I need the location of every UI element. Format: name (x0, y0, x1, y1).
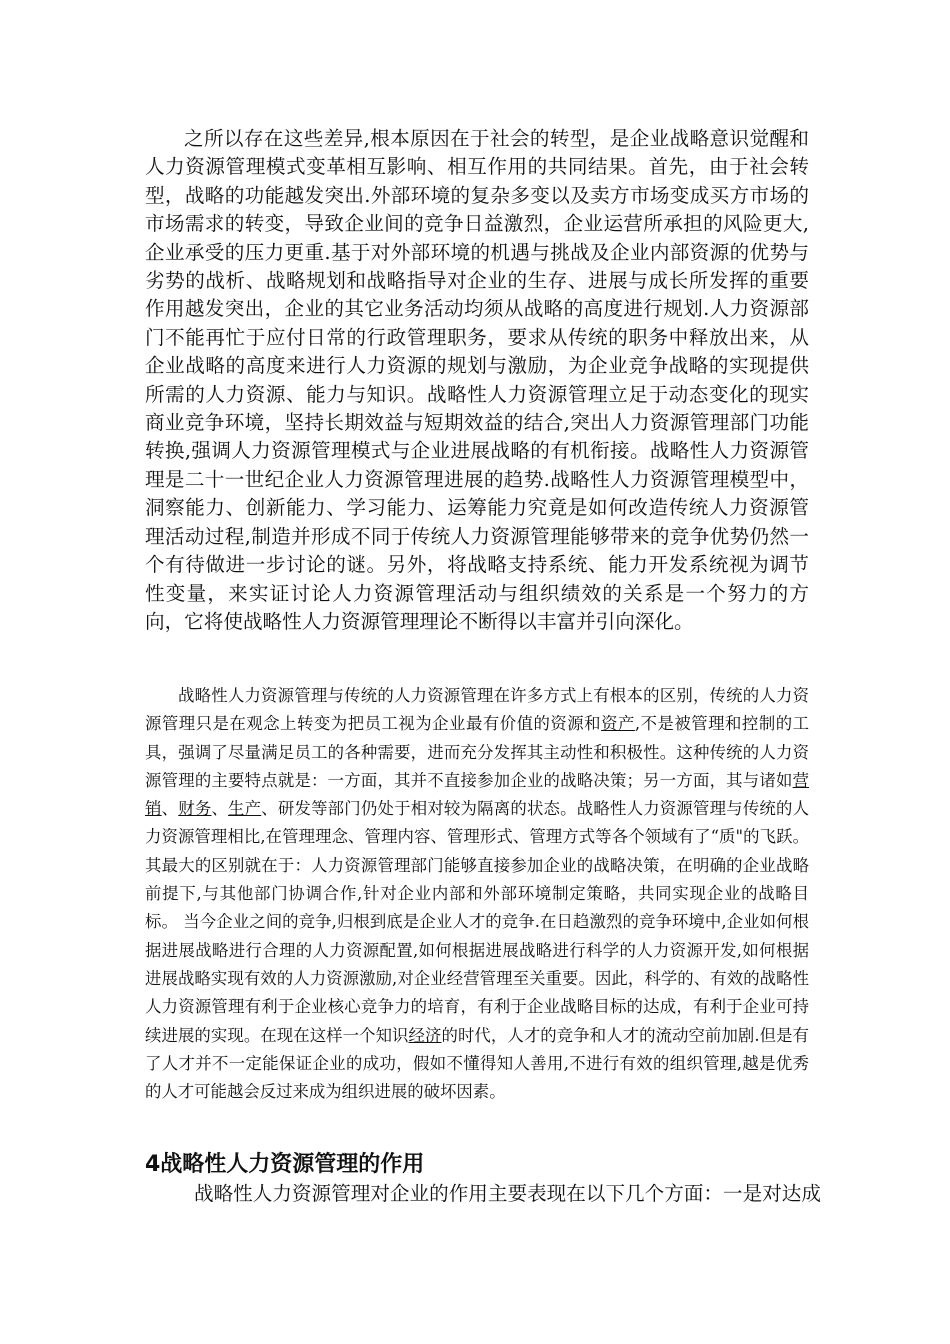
paragraph-2-text-1: 战略性人力资源管理与传统的人力资源管理在许多方式上有根本的区别，传统的人力资源管理只是在观念上转变为把员工视为企业最有价值的资源和 (145, 686, 809, 734)
link-finance[interactable]: 财务 (178, 799, 212, 819)
link-production[interactable]: 生产 (228, 799, 262, 819)
body-paragraph-3: 战略性人力资源管理对企业的作用主要表现在以下几个方面：一是对达成 (194, 1182, 821, 1205)
paragraph-2-text-4: 的时代，人才的竞争和人才的流动空前加剧.但是有了人才并不一定能保证企业的成功，假如不懂得知人善用,不进行有效的组织管理,越是优秀的人才可能越会反过来成为组织进展的破坏因素。 (145, 1025, 810, 1102)
section-heading: 4战略性人力资源管理的作用 (145, 1152, 425, 1177)
link-asset[interactable]: 资产 (601, 714, 635, 734)
paragraph-2-text-3: 、研发等部门仍处于相对较为隔离的状态。战略性人力资源管理与传统的人力资源管理相比,在管理理念、管理内容、管理形式、管理方式等各个领域有了“质"的飞跃。其最大的区别就在于：人力资源管理部门能够直接参加企业的战略决策，在明确的企业战略前提下,与其他部门协调合作,针对企业内部和外部环境制定策略，共同实现企业的战略目标。 当今企业之间的竞争,归根到底是企业人才的竞争.在日趋激烈的竞争环境中,企业如何根据进展战略进行合理的人力资源配置,如何根据进展战略进行科学的人力资源开发,如何根据进展战略实现有效的人力资源激励,对企业经营管理至关重要。因此，科学的、有效的战略性人力资源管理有利于企业核心竞争力的培育，有利于企业战略目标的达成，有利于企业可持续进展的实现。在现在这样一个知识 (145, 799, 810, 1045)
separator-2: 、 (211, 799, 229, 819)
link-economy[interactable]: 经济 (408, 1025, 442, 1045)
body-paragraph-2 (145, 682, 809, 1106)
separator-1: 、 (161, 799, 179, 819)
body-paragraph-1: 之所以存在这些差异,根本原因在于社会的转型，是企业战略意识觉醒和人力资源管理模式变革相互影响、相互作用的共同结果。首先，由于社会转型，战略的功能越发突出.外部环境的复杂多变以及卖方市场变成买方市场的市场需求的转变，导致企业间的竞争日益激烈，企业运营所承担的风险更大,企业承受的压力更重.基于对外部环境的机遇与挑战及企业内部资源的优势与劣势的战析、战略规划和战略指导对企业的生存、进展与成长所发挥的重要作用越发突出，企业的其它业务活动均须从战略的高度进行规划.人力资源部门不能再忙于应付日常的行政管理职务，要求从传统的职务中释放出来，从企业战略的高度来进行人力资源的规划与激励，为企业竞争战略的实现提供所需的人力资源、能力与知识。战略性人力资源管理立足于动态变化的现实商业竞争环境，坚持长期效益与短期效益的结合,突出人力资源管理部门功能转换,强调人力资源管理模式与企业进展战略的有机衔接。战略性人力资源管理是二十一世纪企业人力资源管理进展的趋势.战略性人力资源管理模型中，洞察能力、创新能力、学习能力、运筹能力究竟是如何改造传统人力资源管理活动过程,制造并形成不同于传统人力资源管理能够带来的竞争优势仍然一个有待做进一步讨论的谜。另外，将战略支持系统、能力开发系统视为调节性变量，来实证讨论人力资源管理活动与组织绩效的关系是一个努力的方向，它将使战略性人力资源管理理论不断得以丰富并引向深化。 (145, 127, 809, 633)
paragraph-2-text-2: ,不是被管理和控制的工具，强调了尽量满足员工的各种需要，进而充分发挥其主动性和积极性。这种传统的人力资源管理的主要特点就是：一方面，其并不直接参加企业的战略决策；另一方面，其与诸如 (145, 714, 810, 790)
link-marketing[interactable]: 营销 (145, 770, 809, 819)
